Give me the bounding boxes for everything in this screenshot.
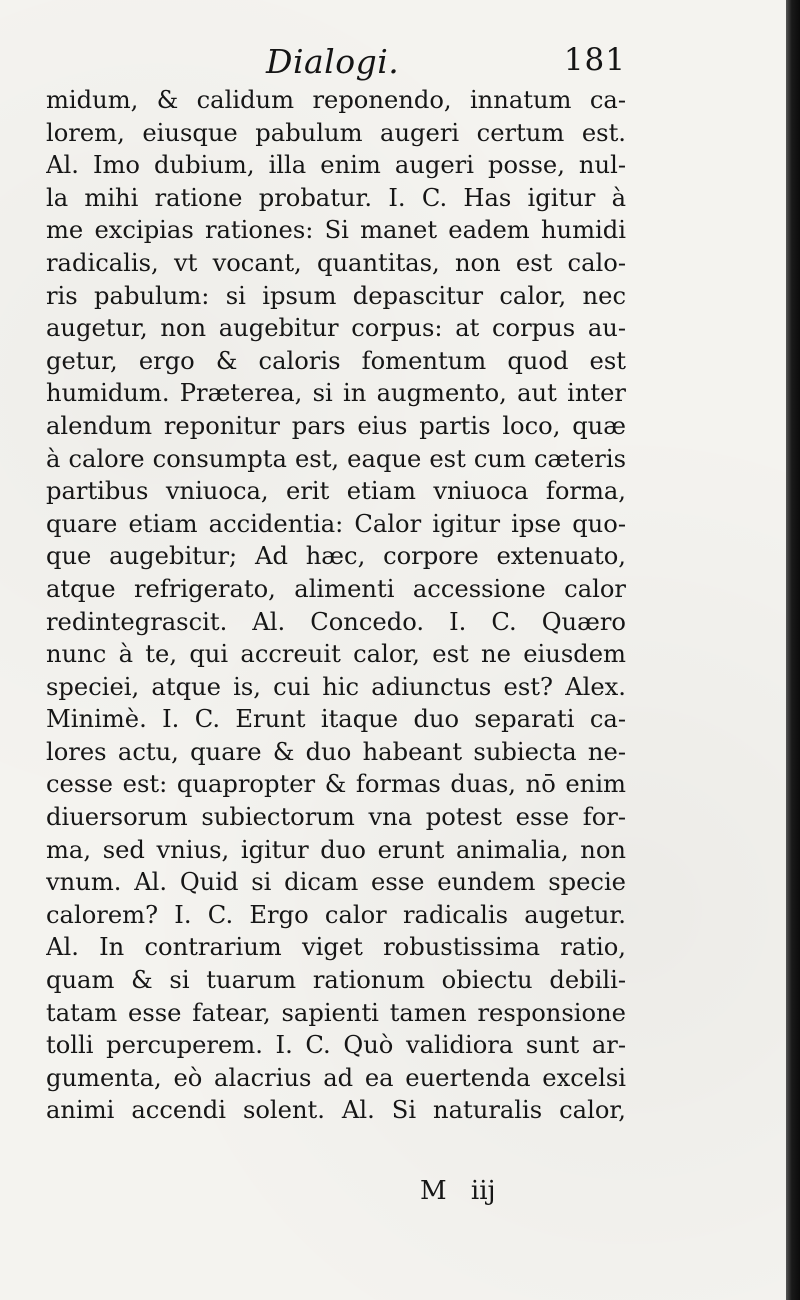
text-line: getur, ergo & caloris fomentum quod est <box>46 346 626 375</box>
text-line: Minimè. I. C. Erunt itaque duo separati ca- <box>46 705 626 734</box>
running-title: Dialogi. <box>266 42 400 81</box>
text-line: lorem, eiusque pabulum augeri certum est. <box>46 118 626 147</box>
body-text <box>46 84 626 1127</box>
text-line: alendum reponitur pars eius partis loco, quæ <box>46 411 626 440</box>
text-line: humidum. Præterea, si in augmento, aut inter <box>46 379 626 408</box>
text-line: la mihi ratione probatur. I. C. Has igitur à <box>46 183 626 212</box>
text-line: gumenta, eò alacrius ad ea euertenda excelsi <box>46 1063 626 1092</box>
text-line: atque refrigerato, alimenti accessione calor <box>46 574 626 603</box>
text-line: quare etiam accidentia: Calor igitur ipse quo- <box>46 509 626 538</box>
text-line: lores actu, quare & duo habeant subiecta ne- <box>46 737 626 766</box>
text-line: tatam esse fatear, sapienti tamen responsione <box>46 998 626 1027</box>
text-line: nunc à te, qui accreuit calor, est ne eiusdem <box>46 640 626 669</box>
text-line: que augebitur; Ad hæc, corpore extenuato, <box>46 542 626 571</box>
page-number: 181 <box>563 42 626 78</box>
text-line: quam & si tuarum rationum obiectu debili- <box>46 966 626 995</box>
text-line: augetur, non augebitur corpus: at corpus au- <box>46 314 626 343</box>
text-line: diuersorum subiectorum vna potest esse for- <box>46 803 626 832</box>
text-line: animi accendi solent. Al. Si naturalis calor, <box>46 1096 626 1125</box>
binding-edge <box>786 0 800 1300</box>
text-line: ma, sed vnius, igitur duo erunt animalia, non <box>46 835 626 864</box>
text-line: me excipias rationes: Si manet eadem humidi <box>46 216 626 245</box>
text-line: midum, & calidum reponendo, innatum ca- <box>46 86 626 114</box>
text-line: à calore consumpta est, eaque est cum cæteris <box>46 444 626 473</box>
text-line: ris pabulum: si ipsum depascitur calor, nec <box>46 281 626 310</box>
text-line: calorem? I. C. Ergo calor radicalis augetur. <box>46 900 626 929</box>
signature-mark: M iij <box>420 1176 496 1206</box>
text-line: speciei, atque is, cui hic adiunctus est? Alex. <box>46 672 626 701</box>
text-line: cesse est: quapropter & formas duas, nō enim <box>46 770 626 799</box>
text-line: partibus vniuoca, erit etiam vniuoca forma, <box>46 477 626 506</box>
text-line: Al. In contrarium viget robustissima ratio, <box>46 933 626 962</box>
text-line: vnum. Al. Quid si dicam esse eundem specie <box>46 868 626 897</box>
text-line: tolli percuperem. I. C. Quò validiora sunt ar- <box>46 1031 626 1060</box>
text-line: Al. Imo dubium, illa enim augeri posse, nul- <box>46 151 626 180</box>
text-line: radicalis, vt vocant, quantitas, non est calo- <box>46 248 626 277</box>
text-line: redintegrascit. Al. Concedo. I. C. Quæro <box>46 607 626 636</box>
